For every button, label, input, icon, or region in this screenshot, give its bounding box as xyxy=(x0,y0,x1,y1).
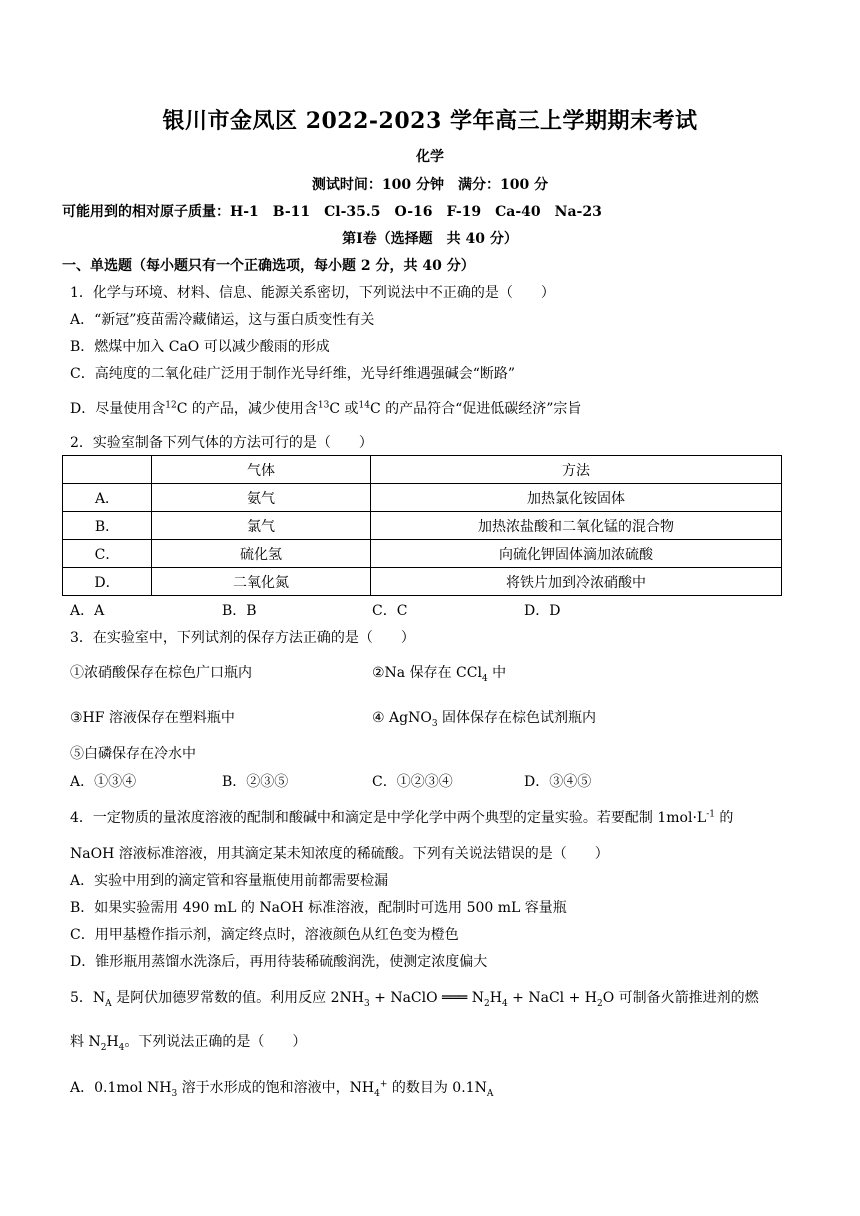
section-title: 一、单选题（每小题只有一个正确选项，每小题 2 分，共 40 分） xyxy=(62,258,475,274)
table-cell: D． xyxy=(63,568,152,596)
q3-stem: 3．在实验室中，下列试剂的保存方法正确的是（ ） xyxy=(70,630,415,646)
table-cell: 氨气 xyxy=(152,484,371,512)
q5-option-a: A．0.1mol $NH_3$ 溶于水形成的饱和溶液中，$NH_4^+$ 的数目为 $0.1N_A$ xyxy=(70,1079,494,1099)
table-row xyxy=(63,568,782,596)
q3-item-3: ③HF 溶液保存在塑料瓶中 xyxy=(70,710,235,726)
table-cell: 向硫化钾固体滴加浓硫酸 xyxy=(371,540,782,568)
table-cell: 将铁片加到冷浓硝酸中 xyxy=(371,568,782,596)
table-cell: 二氧化氮 xyxy=(152,568,371,596)
table-row xyxy=(63,540,782,568)
atomic-masses: 可能用到的相对原子质量：H-1 B-11 Cl-35.5 O-16 F-19 Ca-40 Na-23 xyxy=(62,204,602,220)
q2-option-a: A．A xyxy=(70,603,105,619)
table-header-cell xyxy=(63,456,152,484)
q3-item-1: ①浓硝酸保存在棕色广口瓶内 xyxy=(70,665,252,681)
q1-option-a: A．“新冠”疫苗需冷藏储运，这与蛋白质变性有关 xyxy=(70,312,375,328)
table-cell: C． xyxy=(63,540,152,568)
q4-stem-line1: 4．一定物质的量浓度溶液的配制和酸碱中和滴定是中学化学中两个典型的定量实验。若要配制 $1mol\cdot L^{-1}$ 的 xyxy=(70,809,734,826)
q2-option-c: C．C xyxy=(372,603,408,619)
q3-option-a: A．①③④ xyxy=(70,774,137,790)
q1-option-c: C．高纯度的二氧化硅广泛用于制作光导纤维，光导纤维遇强碱会“断路” xyxy=(70,366,516,382)
table-cell: B． xyxy=(63,512,152,540)
q4-option-b: B．如果实验需用 490 mL 的 NaOH 标准溶液，配制时可选用 500 mL 容量瓶 xyxy=(70,900,567,916)
part-title: 第Ⅰ卷（选择题 共 40 分） xyxy=(342,231,518,247)
time-info: 测试时间：100 分钟 满分：100 分 xyxy=(311,177,549,193)
table-cell: A． xyxy=(63,484,152,512)
table-cell: 氯气 xyxy=(152,512,371,540)
q3-item-4: ④ AgNO$_3$ 固体保存在棕色试剂瓶内 xyxy=(372,710,596,729)
q3-option-b: B．②③⑤ xyxy=(222,774,289,790)
q4-option-a: A．实验中用到的滴定管和容量瓶使用前都需要检漏 xyxy=(70,873,389,889)
q2-table xyxy=(62,455,782,596)
table-row xyxy=(63,484,782,512)
q1-option-d: D．尽量使用含$^{12}$C 的产品，减少使用含$^{13}$C 或$^{14}$C 的产品符合“促进低碳经济”宗旨 xyxy=(70,400,582,417)
q2-option-b: B．B xyxy=(222,603,257,619)
table-header-cell: 气体 xyxy=(152,456,371,484)
q1-option-b: B．燃煤中加入 CaO 可以减少酸雨的形成 xyxy=(70,339,330,355)
q4-option-c: C．用甲基橙作指示剂，滴定终点时，溶液颜色从红色变为橙色 xyxy=(70,927,459,943)
q4-stem-line2: NaOH 溶液标准溶液，用其滴定某未知浓度的稀硫酸。下列有关说法错误的是（ ） xyxy=(70,846,609,862)
q2-stem: 2．实验室制备下列气体的方法可行的是（ ） xyxy=(70,435,373,451)
table-cell: 加热氯化铵固体 xyxy=(371,484,782,512)
q3-item-2: ②Na 保存在 CCl$_4$ 中 xyxy=(372,665,507,684)
table-header-cell: 方法 xyxy=(371,456,782,484)
q3-option-c: C．①②③④ xyxy=(372,774,453,790)
q1-stem: 1．化学与环境、材料、信息、能源关系密切，下列说法中不正确的是（ ） xyxy=(70,285,555,301)
subject-label: 化学 xyxy=(416,149,444,165)
q5-stem-line2: 料 $N_2H_4$。下列说法正确的是（ ） xyxy=(70,1034,307,1053)
q3-item-5: ⑤白磷保存在冷水中 xyxy=(70,746,196,762)
q2-option-d: D．D xyxy=(524,603,561,619)
table-header-row xyxy=(63,456,782,484)
q3-option-d: D．③④⑤ xyxy=(524,774,592,790)
table-cell: 硫化氢 xyxy=(152,540,371,568)
page-title: 银川市金凤区 2022-2023 学年高三上学期期末考试 xyxy=(162,108,698,134)
table-cell: 加热浓盐酸和二氧化锰的混合物 xyxy=(371,512,782,540)
q5-stem-line1: 5．$N_A$ 是阿伏加德罗常数的值。利用反应 $2NH_3$ + NaClO ═══ $N_2H_4$ + NaCl + $H_2O$ 可制备火箭推进剂的燃 xyxy=(70,990,759,1009)
table-row xyxy=(63,512,782,540)
q4-option-d: D．锥形瓶用蒸馏水洗涤后，再用待装稀硫酸润洗，使测定浓度偏大 xyxy=(70,954,488,970)
